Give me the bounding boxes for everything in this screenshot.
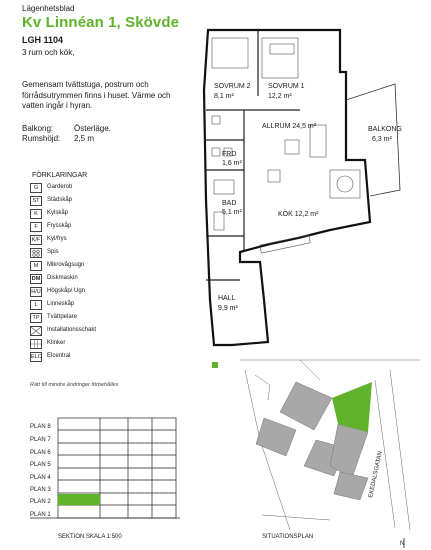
legend-code: TP [30, 313, 42, 323]
legend-label: Spis [47, 249, 59, 255]
legend-label: Linneskåp [47, 301, 75, 307]
fact-label: Balkong: [22, 124, 54, 133]
room-area-balkong: 6,3 m² [372, 136, 392, 143]
room-count: 3 rum och kök, [22, 48, 75, 57]
legend-code: H/U [31, 289, 41, 295]
disclaimer-note: Rätt till mindre ändringer förbehålles [30, 382, 119, 388]
room-area-hall: 9,9 m² [218, 305, 238, 312]
legend-label: Klinker [47, 340, 66, 346]
room-name-hall: HALL [218, 295, 236, 302]
legend-code: ST [30, 196, 42, 206]
floor-label: PLAN 2 [30, 499, 51, 505]
section-caption: SEKTION SKALA 1:500 [58, 534, 122, 540]
street-label: EKEDALSGATAN [368, 450, 384, 499]
legend-label: Högskåp/ Ugn [47, 288, 86, 294]
north-label: N [400, 541, 405, 547]
room-area-sovrum1: 12,2 m² [268, 93, 292, 100]
description: Gemensam tvättstuga, postrum och förrådsutrymmen finns i huset. Värme och vatten ingår i hyran. [22, 80, 171, 110]
fact-value: Österläge. [74, 124, 111, 133]
site-plan-caption: SITUATIONSPLAN [262, 534, 314, 540]
legend-code: F [30, 222, 42, 232]
room-area-sovrum2: 8,1 m² [214, 93, 234, 100]
floor-label: PLAN 3 [30, 487, 51, 493]
legend-code: K [30, 209, 42, 219]
fact-value: 2,5 m [74, 134, 95, 143]
legend-label: Kylskåp [47, 210, 69, 216]
north-arrow-icon [400, 538, 404, 548]
legend-code: M [30, 261, 42, 271]
legend-label: Tvättpelare [47, 314, 78, 320]
room-name-sovrum2: SOVRUM 2 [214, 83, 251, 90]
property-title: Kv Linnéan 1, Skövde [22, 14, 180, 31]
legend-label: Installationsschakt [47, 327, 97, 333]
room-name-sovrum1: SOVRUM 1 [268, 83, 305, 90]
room-name-kok: KÖK 12,2 m² [278, 211, 319, 218]
room-area-bad: 5,1 m² [222, 209, 242, 216]
legend-label: Elcentral [47, 353, 71, 359]
room-name-allrum: ALLRUM 24,5 m² [262, 123, 317, 130]
room-area-frd: 1,6 m² [222, 160, 242, 167]
floor-label: PLAN 6 [30, 450, 51, 456]
floor-label: PLAN 1 [30, 512, 51, 518]
legend-code: DM [31, 276, 41, 282]
floor-label: PLAN 5 [30, 462, 51, 468]
apartment-number: LGH 1104 [22, 35, 64, 45]
legend-label: Garderob [47, 184, 73, 190]
room-name-bad: BAD [222, 200, 237, 207]
room-name-balkong: BALKONG [368, 126, 402, 133]
legend-label: Mikrovågsugn [47, 262, 85, 268]
legend-label: Städskåp [47, 197, 73, 203]
floor-label: PLAN 7 [30, 437, 51, 443]
sheet-subtitle: Lägenhetsblad [22, 4, 75, 13]
legend-code: L [30, 300, 42, 310]
legend-label: Diskmaskin [47, 275, 78, 281]
legend-label: Frysskåp [47, 223, 72, 229]
legend-title: FÖRKLARINGAR [32, 172, 88, 179]
legend-code: ELC [31, 354, 42, 360]
legend-code: G [30, 183, 42, 193]
legend-label: Kyl/frys [47, 236, 67, 242]
floor-label: PLAN 4 [30, 475, 51, 481]
room-name-frd: FRD [222, 151, 237, 158]
fact-label: Rumshöjd: [22, 134, 61, 143]
floor-label: PLAN 8 [30, 424, 51, 430]
legend-code: K/F [31, 237, 41, 243]
